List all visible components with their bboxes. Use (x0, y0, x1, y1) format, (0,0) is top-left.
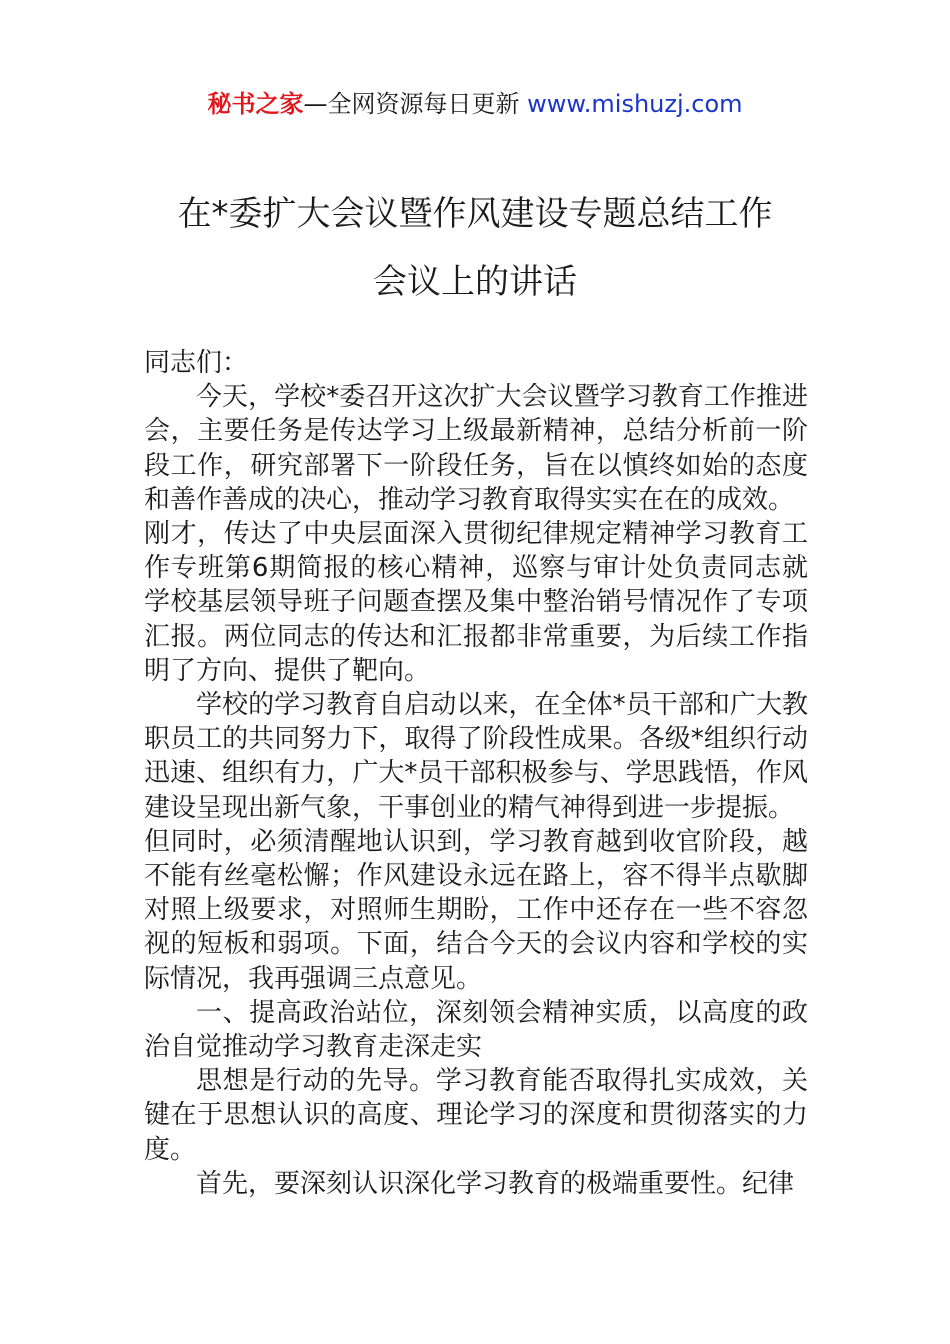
site-url[interactable]: www.mishuzj.com (527, 90, 743, 118)
paragraph-6: 首先，要深刻认识深化学习教育的极端重要性。纪律 (196, 1168, 795, 1199)
header-tagline: —全网资源每日更新 (303, 90, 520, 118)
document-title (100, 180, 850, 316)
paragraph-3: 学校的学习教育自启动以来，在全体*员干部和广大教职员工的共同努力下，取得了阶段性成果。各级*组织行动迅速、组织有力，广大*员干部积极参与、学思践悟，作风建设呈现出新气象，干事创业的精气神得到进一步提振。 (144, 690, 808, 823)
paragraph-2: 刚才，传达了中央层面深入贯彻纪律规定精神学习教育工作专班第6期简报的核心精神，巡察与审计处负责同志就学校基层领导班子问题查摆及集中整治销号情况作了专项汇报。两位同志的传达和汇报都非常重要，为后续工作指明了方向、提供了靶向。 (144, 519, 808, 686)
salutation: 同志们： (144, 348, 249, 378)
title-line-1: 在*委扩大会议暨作风建设专题总结工作 (177, 194, 773, 234)
brand-name: 秘书之家 (207, 90, 304, 118)
paragraph-5: 思想是行动的先导。学习教育能否取得扎实成效，关键在于思想认识的高度、理论学习的深度和贯彻落实的力度。 (144, 1066, 808, 1165)
paragraph-1: 今天，学校*委召开这次扩大会议暨学习教育工作推进会，主要任务是传达学习上级最新精神，总结分析前一阶段工作，研究部署下一阶段任务，旨在以慎终如始的态度和善作善成的决心，推动学习教育取得实实在在的成效。 (144, 382, 808, 515)
title-line-2: 会议上的讲话 (373, 262, 577, 302)
paragraph-4: 但同时，必须清醒地认识到，学习教育越到收官阶段，越不能有丝毫松懈；作风建设永远在路上，容不得半点歇脚对照上级要求，对照师生期盼，工作中还存在一些不容忽视的短板和弱项。下面，结合今天的会议内容和学校的实际情况，我再强调三点意见。 (144, 826, 808, 994)
document-body (144, 346, 808, 1201)
site-header (0, 88, 950, 120)
section-heading-1: 一、提高政治站位，深刻领会精神实质，以高度的政治自觉推动学习教育走深走实 (144, 997, 808, 1063)
